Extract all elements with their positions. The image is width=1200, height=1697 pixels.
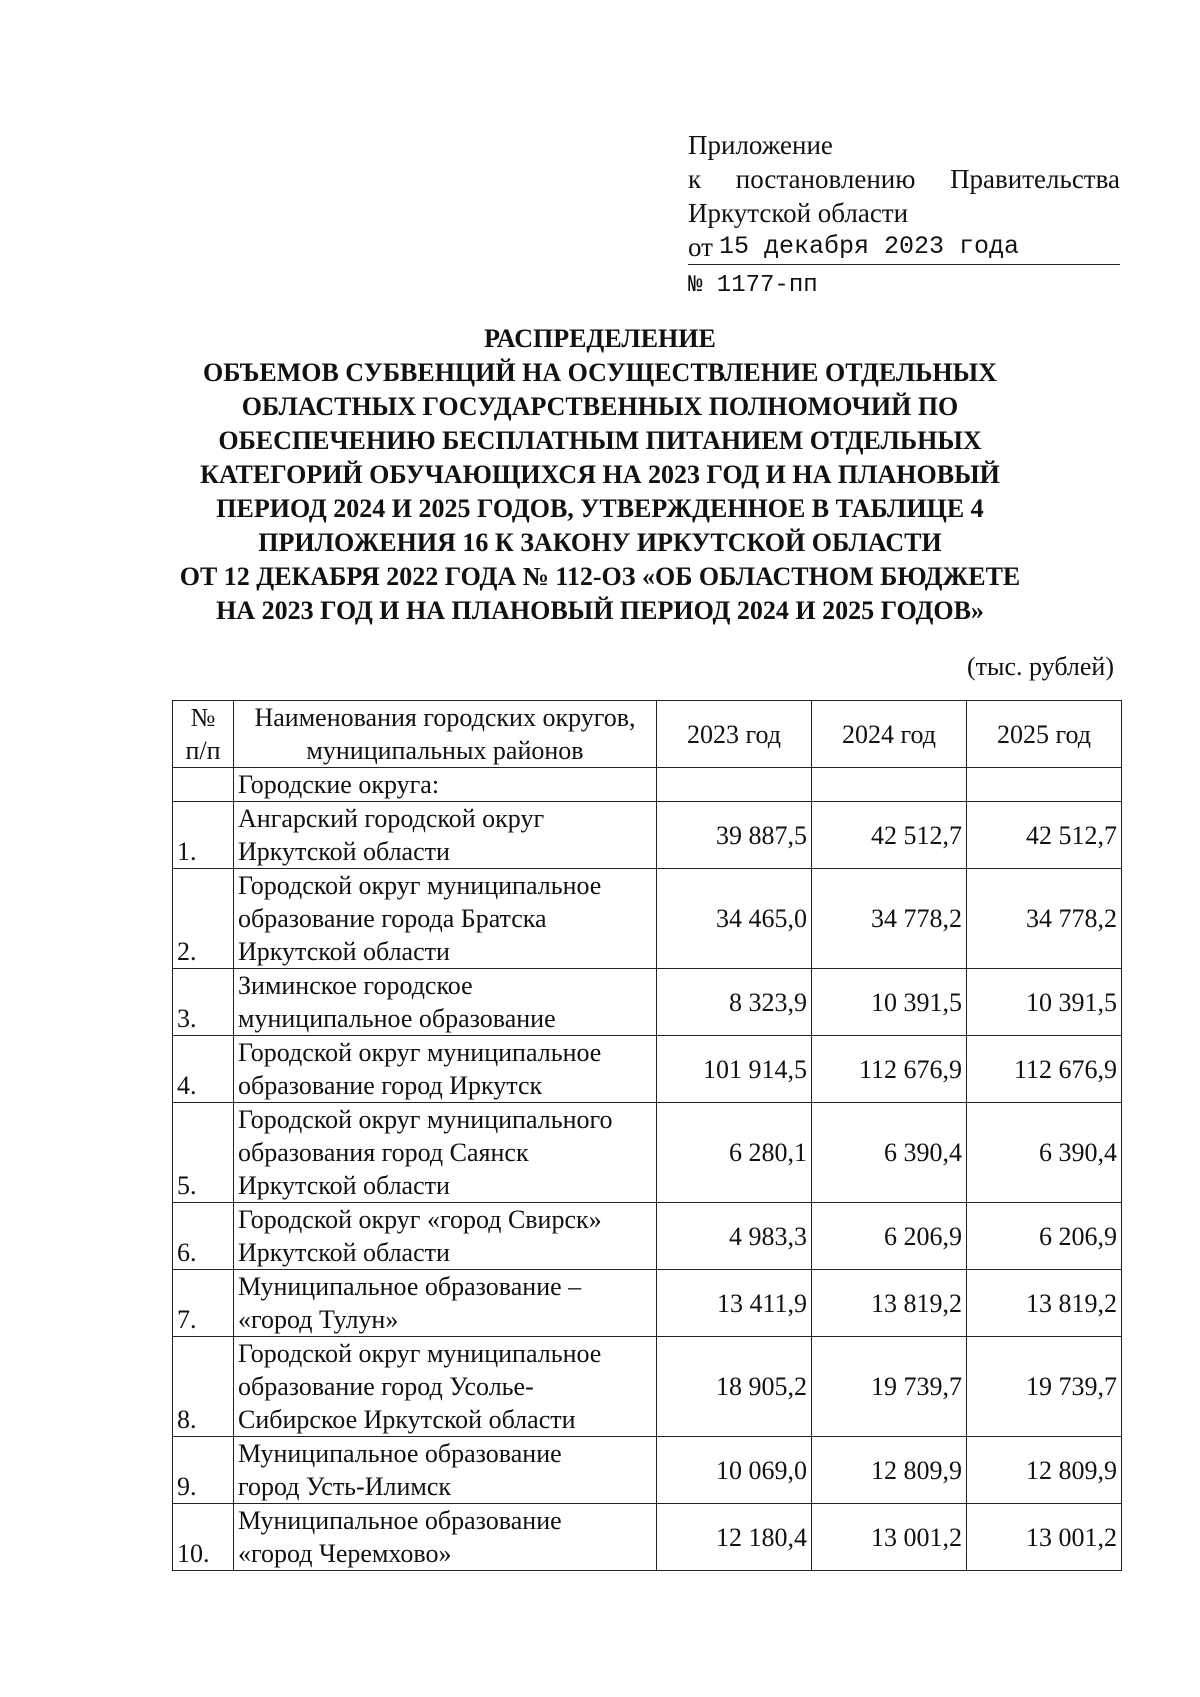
header-name-line: муниципальных районов [306,736,584,765]
municipality-name [234,1036,657,1103]
municipality-name-line: Муниципальное образование [238,1439,562,1468]
attachment-resolution-line [688,162,1120,196]
municipality-name-line: Муниципальное образование [238,1506,562,1535]
table-row [173,1270,1122,1337]
municipality-name [234,969,657,1036]
municipality-name-line: муниципальное образование [238,1004,556,1033]
municipality-name-line: Городской округ «город Свирск» [238,1205,602,1234]
table-header-row [173,701,1122,768]
attachment-region: Иркутской области [688,198,909,228]
title-line: ОБЪЕМОВ СУБВЕНЦИЙ НА ОСУЩЕСТВЛЕНИЕ ОТДЕЛЬНЫХ [203,358,997,387]
municipality-name-line: город Усть-Илимск [238,1472,451,1501]
title-line: ПРИЛОЖЕНИЯ 16 К ЗАКОНУ ИРКУТСКОЙ ОБЛАСТИ [258,528,942,557]
table-row [173,969,1122,1036]
section-label: Городские округа: [234,768,657,802]
section-empty-cell [812,768,967,802]
title-line: ОБЛАСТНЫХ ГОСУДАРСТВЕННЫХ ПОЛНОМОЧИЙ ПО [241,392,959,421]
attachment-government: Правительства [950,164,1120,194]
value-2024: 10 391,5 [812,969,967,1036]
row-number: 5. [173,1103,234,1203]
table-row [173,1103,1122,1203]
value-2023: 12 180,4 [657,1504,812,1571]
title-line: ОБЕСПЕЧЕНИЮ БЕСПЛАТНЫМ ПИТАНИЕМ ОТДЕЛЬНЫХ [218,426,982,455]
value-2024: 6 390,4 [812,1103,967,1203]
section-empty-cell [967,768,1122,802]
title-line: НА 2023 ГОД И НА ПЛАНОВЫЙ ПЕРИОД 2024 И 2025 ГОДОВ» [216,596,984,625]
value-2025: 42 512,7 [967,802,1122,869]
attachment-block [688,128,1120,303]
header-number-symbol: № [190,703,216,732]
value-2024: 42 512,7 [812,802,967,869]
value-2023: 10 069,0 [657,1437,812,1504]
value-2025: 13 819,2 [967,1270,1122,1337]
value-2023: 101 914,5 [657,1036,812,1103]
municipality-name-line: Городской округ муниципального [238,1105,613,1134]
header-2024: 2024 год [812,701,967,768]
municipality-name-line: Иркутской области [238,1238,450,1267]
title-line: ОТ 12 ДЕКАБРЯ 2022 ГОДА № 112-ОЗ «ОБ ОБЛАСТНОМ БЮДЖЕТЕ [179,562,1021,591]
attachment-date: 15 декабря 2023 года [718,232,1020,261]
municipality-name-line: образование города Братска [238,904,547,933]
value-2024: 6 206,9 [812,1203,967,1270]
value-2023: 39 887,5 [657,802,812,869]
table-row [173,1036,1122,1103]
attachment-date-prefix: от [688,232,713,262]
table-row [173,1337,1122,1437]
municipality-name-line: Городской округ муниципальное [238,1339,602,1368]
value-2023: 6 280,1 [657,1103,812,1203]
value-2025: 34 778,2 [967,869,1122,969]
municipality-name-line: Иркутской области [238,1171,450,1200]
table-body [173,768,1122,1571]
row-number: 6. [173,1203,234,1270]
table-row [173,1203,1122,1270]
municipality-name [234,1504,657,1571]
title-line: РАСПРЕДЕЛЕНИЕ [484,324,716,353]
municipality-name-line: «город Черемхово» [238,1539,452,1568]
row-number: 2. [173,869,234,969]
municipality-name [234,1337,657,1437]
header-2025: 2025 год [967,701,1122,768]
municipality-name [234,1437,657,1504]
table-row [173,1437,1122,1504]
row-number: 10. [173,1504,234,1571]
value-2023: 13 411,9 [657,1270,812,1337]
title-line: КАТЕГОРИЙ ОБУЧАЮЩИХСЯ НА 2023 ГОД И НА ПЛАНОВЫЙ [200,460,1000,489]
value-2023: 34 465,0 [657,869,812,969]
row-number: 4. [173,1036,234,1103]
table-row [173,1504,1122,1571]
value-2024: 12 809,9 [812,1437,967,1504]
row-number: 9. [173,1437,234,1504]
header-2023: 2023 год [657,701,812,768]
header-number [173,701,234,768]
table-row [173,869,1122,969]
municipality-name-line: Городской округ муниципальное [238,871,602,900]
header-name-line: Наименования городских округов, [254,703,636,732]
value-2025: 112 676,9 [967,1036,1122,1103]
municipality-name-line: Иркутской области [238,937,450,966]
attachment-resolution: постановлению [735,164,916,194]
value-2024: 13 819,2 [812,1270,967,1337]
value-2023: 18 905,2 [657,1337,812,1437]
units-label: (тыс. рублей) [966,652,1114,681]
document-title [150,322,1050,628]
value-2023: 8 323,9 [657,969,812,1036]
row-number: 3. [173,969,234,1036]
municipality-name-line: Сибирское Иркутской области [238,1405,576,1434]
section-number-cell [173,768,234,802]
attachment-title: Приложение [688,130,833,160]
header-number-abbr: п/п [185,736,221,765]
attachment-date-line [688,230,1120,265]
row-number: 7. [173,1270,234,1337]
municipality-name-line: Зиминское городское [238,971,473,1000]
section-row [173,768,1122,802]
value-2025: 6 390,4 [967,1103,1122,1203]
municipality-name-line: образование город Усолье- [238,1372,534,1401]
row-number: 8. [173,1337,234,1437]
table-row [173,802,1122,869]
municipality-name [234,1270,657,1337]
title-line: ПЕРИОД 2024 И 2025 ГОДОВ, УТВЕРЖДЕННОЕ В ТАБЛИЦЕ 4 [216,494,984,523]
municipality-name-line: образования город Саянск [238,1138,529,1167]
municipality-name-line: Иркутской области [238,837,450,866]
value-2024: 19 739,7 [812,1337,967,1437]
municipality-name [234,1203,657,1270]
header-name [234,701,657,768]
section-empty-cell [657,768,812,802]
value-2025: 19 739,7 [967,1337,1122,1437]
value-2024: 112 676,9 [812,1036,967,1103]
value-2025: 13 001,2 [967,1504,1122,1571]
municipality-name-line: Городской округ муниципальное [238,1038,602,1067]
municipality-name [234,869,657,969]
municipality-name-line: Муниципальное образование – [238,1272,582,1301]
value-2023: 4 983,3 [657,1203,812,1270]
value-2025: 10 391,5 [967,969,1122,1036]
municipality-name-line: образование город Иркутск [238,1071,543,1100]
attachment-number-line [688,265,1120,303]
value-2024: 13 001,2 [812,1504,967,1571]
municipality-name-line: Ангарский городской округ [238,804,545,833]
row-number: 1. [173,802,234,869]
municipality-name [234,802,657,869]
subventions-table [172,700,1122,1571]
municipality-name-line: «город Тулун» [238,1305,399,1334]
value-2025: 6 206,9 [967,1203,1122,1270]
attachment-number: № 1177-пп [688,272,818,299]
value-2025: 12 809,9 [967,1437,1122,1504]
value-2024: 34 778,2 [812,869,967,969]
attachment-to: к [688,164,702,194]
municipality-name [234,1103,657,1203]
